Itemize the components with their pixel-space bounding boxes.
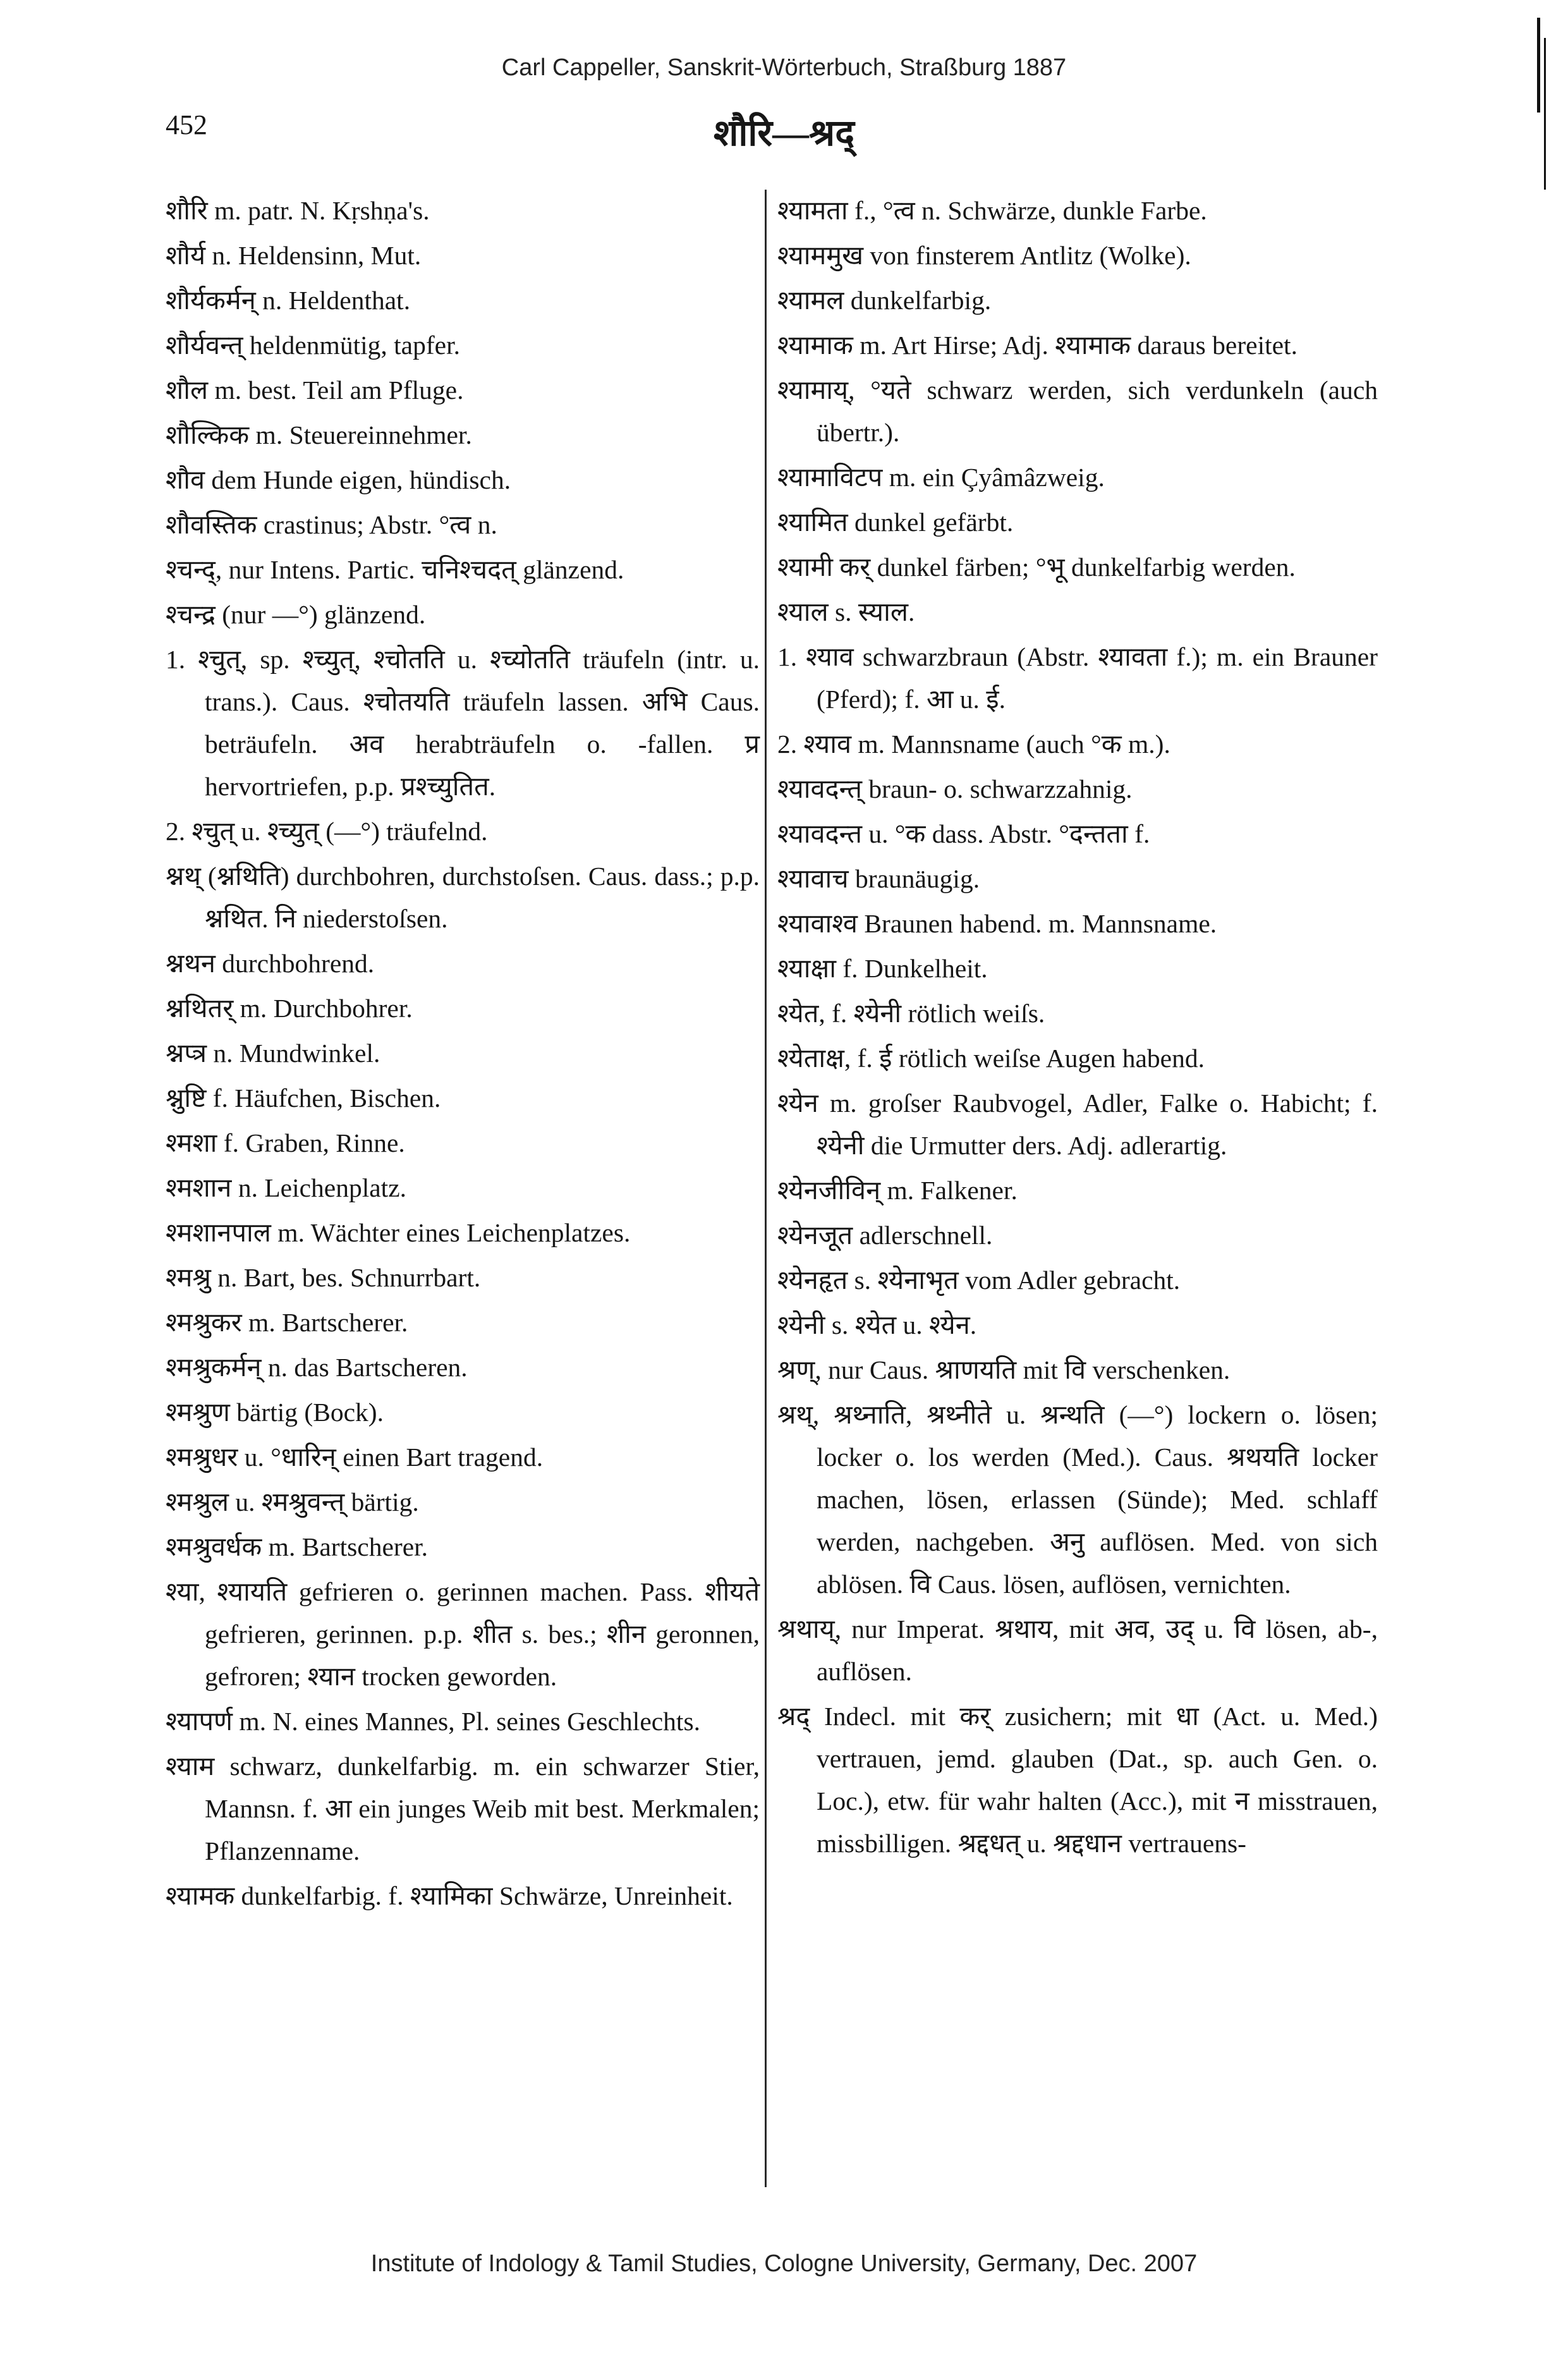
dictionary-entry: श्मश्रु n. Bart, bes. Schnurrbart. [166, 1263, 481, 1292]
dictionary-entry: श्नुष्टि f. Häufchen, Bischen. [166, 1083, 441, 1113]
dictionary-entry: श्नथन durchbohrend. [166, 949, 375, 978]
dictionary-entry: श्मश्रुण bärtig (Bock). [166, 1398, 384, 1427]
dictionary-entry: श्येनजूत adlerschnell. [777, 1221, 993, 1250]
left-column [166, 190, 760, 1920]
dictionary-entry: श्यामाक m. Art Hirse; Adj. श्यामाक daraus bereitet. [777, 331, 1298, 360]
dictionary-entry: 2. श्याव m. Mannsname (auch °क m.). [777, 729, 1170, 759]
dictionary-entry: श्यापर्ण m. N. eines Mannes, Pl. seines Geschlechts. [166, 1707, 700, 1736]
dictionary-entry: श्येनी s. श्येत u. श्येन. [777, 1310, 977, 1339]
right-column [777, 190, 1378, 1867]
column-divider [765, 190, 767, 2187]
page-number: 452 [166, 109, 207, 140]
dictionary-entry: श्येनजीविन् m. Falkener. [777, 1176, 1018, 1205]
dictionary-entry: श्याक्षा f. Dunkelheit. [777, 954, 988, 983]
dictionary-entry: श्यामाय्, °यते schwarz werden, sich verdunkeln (auch übertr.). [777, 375, 1378, 447]
dictionary-entry: 1. श्याव schwarzbraun (Abstr. श्यावता f.); m. ein Brauner (Pferd); f. आ u. ई. [777, 642, 1378, 714]
dictionary-entry: श्येत, f. श्येनी rötlich weiſs. [777, 999, 1045, 1028]
dictionary-entry: श्यामता f., °त्व n. Schwärze, dunkle Farbe. [777, 196, 1207, 225]
dictionary-entry: श्या, श्यायति gefrieren o. gerinnen machen. Pass. शीयते gefrieren, gerinnen. p.p. शीत s. bes.; शीन geronnen, gefroren; श्यान trocken geworden. [166, 1577, 760, 1691]
dictionary-entry: श्यामक dunkelfarbig. f. श्यामिका Schwärze, Unreinheit. [166, 1881, 733, 1910]
dictionary-entry: श्यावाच braunäugig. [777, 864, 980, 893]
scan-edge-mark [1537, 18, 1540, 113]
dictionary-entry: श्मश्रुकर्मन् n. das Bartscheren. [166, 1353, 468, 1382]
dictionary-entry: श्याल s. स्याल. [777, 597, 915, 626]
dictionary-entry: श्याममुख von finsterem Antlitz (Wolke). [777, 241, 1191, 270]
dictionary-entry: श्नथितर् m. Durchbohrer. [166, 994, 413, 1023]
dictionary-entry: शौव dem Hunde eigen, hündisch. [166, 465, 511, 494]
dictionary-entry: श्यामल dunkelfarbig. [777, 286, 992, 315]
dictionary-entry: श्यावदन्त् braun- o. schwarzzahnig. [777, 774, 1133, 803]
dictionary-entry: श्मश्रुवर्धक m. Bartscherer. [166, 1532, 428, 1561]
dictionary-entry: श्यामी कर् dunkel färben; °भू dunkelfarbig werden. [777, 552, 1296, 582]
dictionary-entry: श्यावाश्व Braunen habend. m. Mannsname. [777, 909, 1217, 938]
dictionary-entry: श्यावदन्त u. °क dass. Abstr. °दन्तता f. [777, 819, 1150, 848]
dictionary-entry: श्यामाविटप m. ein Çyâmâzweig. [777, 463, 1105, 492]
dictionary-entry: श्मश्रुल u. श्मश्रुवन्त् bärtig. [166, 1487, 419, 1516]
dictionary-entry: श्येताक्ष, f. ई rötlich weiſse Augen habend. [777, 1044, 1205, 1073]
dictionary-entry: शौरि m. patr. N. Kṛshṇa's. [166, 196, 430, 225]
dictionary-entry: श्चन्द्, nur Intens. Partic. चनिश्चदत् glänzend. [166, 555, 624, 584]
dictionary-entry: श्रथाय्, nur Imperat. श्रथाय, mit अव, उद् u. वि lösen, ab-, auflösen. [777, 1614, 1378, 1686]
dictionary-entry: श्मशा f. Graben, Rinne. [166, 1128, 405, 1157]
dictionary-entry: श्यामित dunkel gefärbt. [777, 508, 1014, 537]
dictionary-entry: शौर्य n. Heldensinn, Mut. [166, 241, 422, 270]
footer-credit: Institute of Indology & Tamil Studies, Cologne University, Germany, Dec. 2007 [370, 2250, 1198, 2277]
dictionary-entry: श्येन m. groſser Raubvogel, Adler, Falke o. Habicht; f. श्येनी die Urmutter ders. Adj. adlerartig. [777, 1089, 1378, 1160]
dictionary-entry: 1. श्चुत्, sp. श्च्युत्, श्चोतति u. श्च्योतति träufeln (intr. u. trans.). Caus. श्चोतयति träufeln lassen. अभि Caus. beträufeln. अव herabträufeln o. -fallen. प्र hervortriefen, p.p. प्रश्च्युतित. [166, 645, 760, 801]
dictionary-entry: श्रथ्, श्रथ्नाति, श्रथ्नीते u. श्रन्थति (—°) lockern o. lösen; locker o. los werden (Med.). Caus. श्रथयति locker machen, lösen, erlassen (Sünde); Med. schlaff werden, nachgeben. अनु auflösen. Med. von sich ablösen. वि Caus. lösen, auflösen, vernichten. [777, 1400, 1378, 1599]
dictionary-entry: श्नप्त्र n. Mundwinkel. [166, 1039, 380, 1068]
dictionary-entry: श्मशानपाल m. Wächter eines Leichenplatzes. [166, 1218, 631, 1247]
dictionary-entry: श्चन्द्र (nur —°) glänzend. [166, 600, 426, 629]
dictionary-entry: श्रण्, nur Caus. श्राणयति mit वि verschenken. [777, 1355, 1231, 1384]
dictionary-entry: श्रद् Indecl. mit कर् zusichern; mit धा (Act. u. Med.) vertrauen, jemd. glauben (Dat., sp. auch Gen. o. Loc.), etw. für wahr halten (Acc.), mit न misstrauen, missbilligen. श्रद्दधत् u. श्रद्दधान vertrauens- [777, 1702, 1378, 1858]
scan-edge-mark [1544, 38, 1546, 190]
dictionary-entry: शौल्किक m. Steuereinnehmer. [166, 420, 472, 449]
dictionary-entry: 2. श्चुत् u. श्च्युत् (—°) träufelnd. [166, 817, 488, 846]
dictionary-entry: श्मश्रुधर u. °धारिन् einen Bart tragend. [166, 1443, 544, 1472]
dictionary-entry: श्नथ् (श्नथिति) durchbohren, durchstoſsen. Caus. dass.; p.p. श्नथित. नि niederstoſsen. [166, 862, 760, 933]
dictionary-entry: शौर्यवन्त् heldenmütig, tapfer. [166, 331, 460, 360]
source-header: Carl Cappeller, Sanskrit-Wörterbuch, Straßburg 1887 [501, 54, 1067, 81]
dictionary-entry: श्येनहृत s. श्येनाभृत vom Adler gebracht. [777, 1266, 1181, 1295]
dictionary-entry: श्याम schwarz, dunkelfarbig. m. ein schwarzer Stier, Mannsn. f. आ ein junges Weib mit best. Merkmalen; Pflanzenname. [166, 1752, 760, 1865]
dictionary-entry: शौवस्तिक crastinus; Abstr. °त्व n. [166, 510, 497, 539]
dictionary-entry: श्मश्रुकर m. Bartscherer. [166, 1308, 408, 1337]
running-head: शौरि—श्रद् [713, 113, 855, 154]
dictionary-entry: श्मशान n. Leichenplatz. [166, 1173, 406, 1202]
dictionary-entry: शौल m. best. Teil am Pfluge. [166, 375, 464, 405]
dictionary-entry: शौर्यकर्मन् n. Heldenthat. [166, 286, 411, 315]
